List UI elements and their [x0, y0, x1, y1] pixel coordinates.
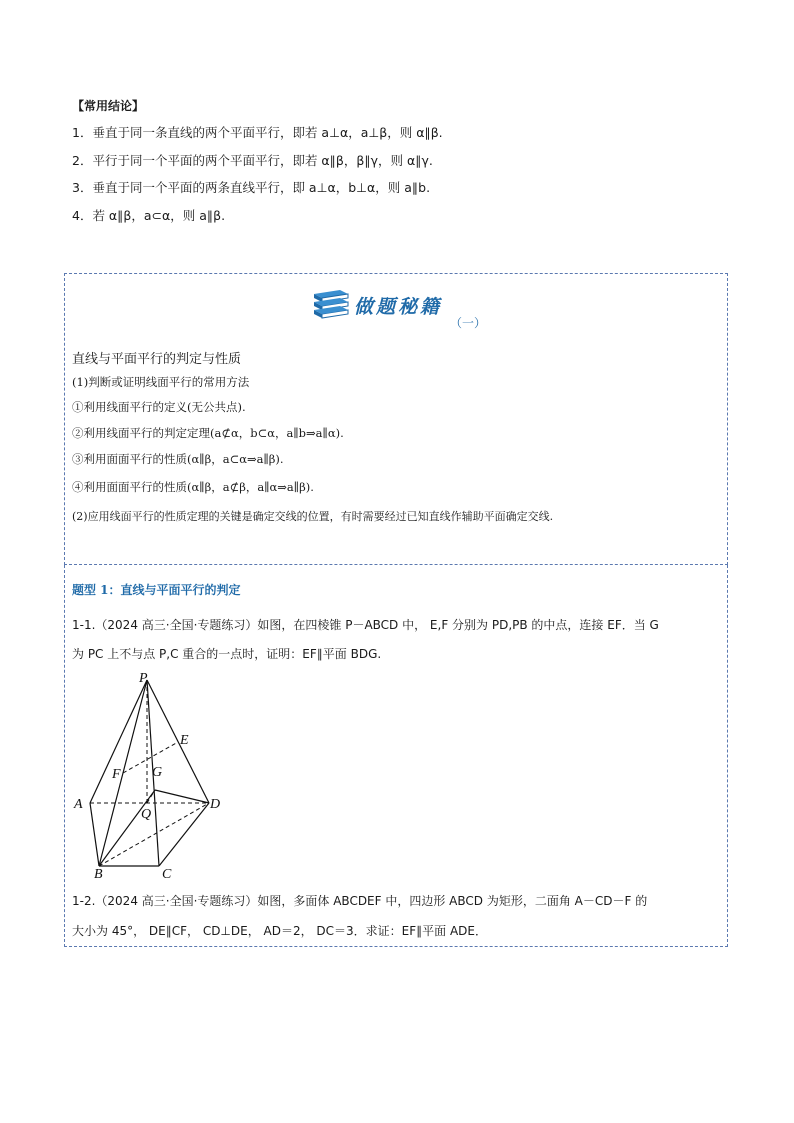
- vertex-label: G: [152, 765, 163, 780]
- tips-line: ②利用线面平行的判定定理(a⊄α，b⊂α，a∥b⇒a∥α).: [72, 426, 344, 440]
- vertex-label: D: [210, 797, 221, 812]
- tips-line: ③利用面面平行的性质(α∥β，a⊂α⇒a∥β).: [72, 452, 284, 466]
- tips-line: ①利用线面平行的定义(无公共点).: [72, 400, 246, 414]
- conclusions-heading: 【常用结论】: [72, 99, 145, 113]
- type-heading: 题型 1：直线与平面平行的判定: [72, 583, 241, 597]
- vertex-label: A: [74, 797, 83, 812]
- conclusion-item: 3．垂直于同一个平面的两条直线平行，即 a⊥α，b⊥α，则 a∥b.: [72, 180, 431, 195]
- vertex-label: P: [139, 671, 148, 686]
- tips-line: (1)判断或证明线面平行的常用方法: [72, 375, 250, 389]
- pyramid-figure: [70, 670, 250, 880]
- conclusion-item: 4．若 α∥β，a⊂α，则 a∥β.: [72, 208, 226, 223]
- tips-title-text: 做题秘籍: [354, 296, 443, 318]
- tips-subtitle: （一）: [450, 316, 487, 330]
- vertex-label: B: [94, 867, 103, 880]
- tips-title: [310, 288, 510, 328]
- tips-line: ④利用面面平行的性质(α∥β，a⊄β，a∥α⇒a∥β).: [72, 480, 314, 494]
- vertex-label: Q: [141, 807, 152, 822]
- problem-1-text: 1-1.（2024 高三·全国·专题练习）如图，在四棱锥 P－ABCD 中， E,F 分别为 PD,PB 的中点，连接 EF．当 G: [72, 618, 659, 632]
- vertex-label: C: [162, 867, 172, 880]
- problem-2-text: 1-2.（2024 高三·全国·专题练习）如图，多面体 ABCDEF 中，四边形 ABCD 为矩形，二面角 A－CD－F 的: [72, 894, 648, 908]
- problem-1-text: 为 PC 上不与点 P,C 重合的一点时，证明：EF∥平面 BDG.: [72, 647, 382, 661]
- conclusion-item: 1．垂直于同一条直线的两个平面平行，即若 a⊥α，a⊥β，则 α∥β.: [72, 125, 443, 140]
- problem-2-text: 大小为 45°， DE∥CF， CD⊥DE， AD＝2， DC＝3．求证：EF∥平面 ADE．: [72, 924, 488, 938]
- tips-heading: 直线与平面平行的判定与性质: [72, 352, 242, 367]
- vertex-label: F: [112, 767, 121, 782]
- tips-line: (2)应用线面平行的性质定理的关键是确定交线的位置，有时需要经过已知直线作辅助平面确定交线.: [72, 510, 554, 523]
- book-stack-icon: [310, 288, 350, 322]
- vertex-label: E: [180, 733, 189, 748]
- conclusion-item: 2．平行于同一个平面的两个平面平行，即若 α∥β，β∥γ，则 α∥γ.: [72, 153, 433, 168]
